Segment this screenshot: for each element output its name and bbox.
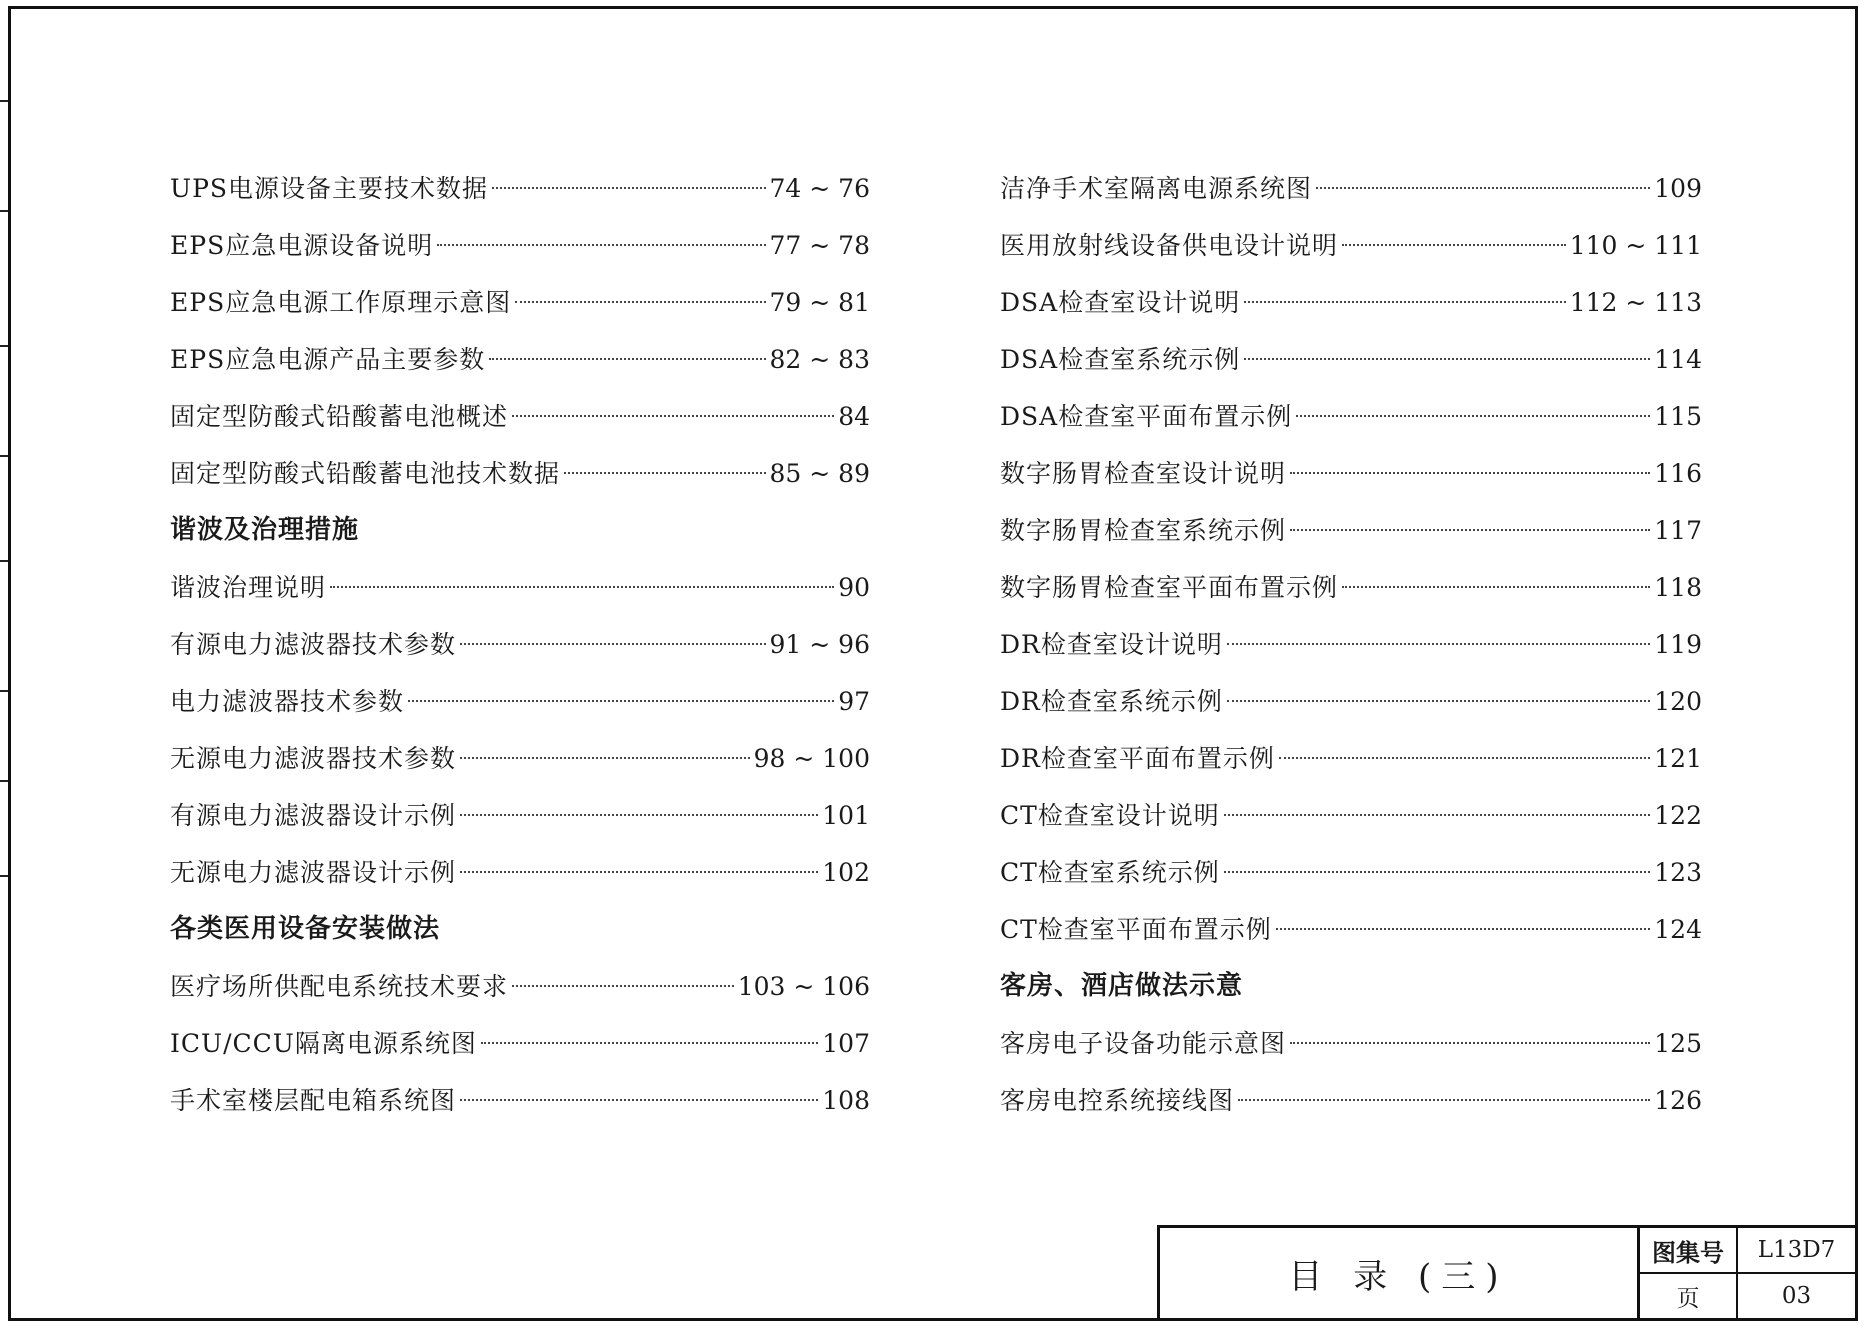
toc-entry-page: 77 ~ 78 [769, 231, 870, 260]
dot-leader [330, 586, 834, 588]
dot-leader [512, 985, 734, 987]
toc-entry-page: 115 [1654, 402, 1702, 431]
title-block [1157, 1225, 1855, 1318]
toc-entry [170, 673, 870, 730]
dot-leader [460, 814, 818, 816]
toc-entry-page: 124 [1654, 915, 1702, 944]
toc-entry-page: 97 [838, 687, 870, 716]
toc-entry-page: 118 [1654, 573, 1702, 602]
toc-section-heading: 各类医用设备安装做法 [170, 914, 441, 944]
toc-entry [1000, 616, 1702, 673]
toc-entry-page: 108 [822, 1086, 870, 1115]
toc-entry-title: DR检查室设计说明 [1000, 630, 1223, 659]
toc-entry [170, 844, 870, 901]
toc-entry-title: DR检查室系统示例 [1000, 687, 1223, 716]
toc-entry [1000, 787, 1702, 844]
toc-entry-page: 116 [1654, 459, 1702, 488]
toc-entry [1000, 331, 1702, 388]
toc-entry-page: 122 [1654, 801, 1702, 830]
atlas-number-value: L13D7 [1738, 1228, 1855, 1274]
dot-leader [460, 643, 766, 645]
toc-entry-title: DSA检查室设计说明 [1000, 288, 1241, 317]
toc-entry [1000, 1072, 1702, 1129]
dot-leader [515, 301, 765, 303]
toc-entry-title: DR检查室平面布置示例 [1000, 744, 1275, 773]
dot-leader [1290, 529, 1650, 531]
dot-leader [1224, 814, 1650, 816]
atlas-number-label: 图集号 [1640, 1228, 1738, 1274]
toc-entry [1000, 274, 1702, 331]
toc-entry-title: 谐波治理说明 [170, 573, 327, 602]
dot-leader [460, 757, 750, 759]
toc-entry-title: EPS应急电源设备说明 [170, 231, 434, 260]
dot-leader [1224, 871, 1650, 873]
toc-entry-title: 手术室楼层配电箱系统图 [170, 1086, 457, 1115]
toc-entry-page: 103 ~ 106 [737, 972, 870, 1001]
toc-entry [1000, 445, 1702, 502]
toc-entry [170, 730, 870, 787]
toc-entry-title: 洁净手术室隔离电源系统图 [1000, 174, 1313, 203]
toc-entry-title: DSA检查室平面布置示例 [1000, 402, 1293, 431]
toc-entry [1000, 388, 1702, 445]
toc-entry-page: 79 ~ 81 [769, 288, 870, 317]
toc-entry-title: 有源电力滤波器技术参数 [170, 630, 457, 659]
toc-entry-page: 85 ~ 89 [769, 459, 870, 488]
toc-entry-title: 医疗场所供配电系统技术要求 [170, 972, 509, 1001]
toc-entry-page: 110 ~ 111 [1569, 231, 1702, 260]
toc-right-column [1000, 160, 1702, 1129]
toc-entry-title: EPS应急电源产品主要参数 [170, 345, 486, 374]
toc-entry-page: 125 [1654, 1029, 1702, 1058]
toc-entry [1000, 559, 1702, 616]
dot-leader [1342, 586, 1650, 588]
toc-entry-title: 数字肠胃检查室设计说明 [1000, 459, 1287, 488]
dot-leader [460, 871, 818, 873]
toc-entry-title: UPS电源设备主要技术数据 [170, 174, 489, 203]
toc-entry [1000, 673, 1702, 730]
toc-entry-page: 123 [1654, 858, 1702, 887]
dot-leader [1238, 1099, 1650, 1101]
toc-entry-page: 112 ~ 113 [1569, 288, 1702, 317]
toc-entry-title: 有源电力滤波器设计示例 [170, 801, 457, 830]
toc-entry [170, 616, 870, 673]
toc-entry-title: CT检查室设计说明 [1000, 801, 1220, 830]
toc-entry-title: 客房电子设备功能示意图 [1000, 1029, 1287, 1058]
dot-leader [437, 244, 765, 246]
dot-leader [460, 1099, 818, 1101]
toc-entry [1000, 217, 1702, 274]
toc-entry-title: 数字肠胃检查室平面布置示例 [1000, 573, 1339, 602]
toc-section-heading: 客房、酒店做法示意 [1000, 971, 1244, 1001]
toc-entry [1000, 901, 1702, 958]
toc-entry [170, 388, 870, 445]
page-number-value: 03 [1781, 1283, 1812, 1309]
toc-entry [170, 445, 870, 502]
toc-entry-title: 无源电力滤波器设计示例 [170, 858, 457, 887]
toc-entry-page: 101 [822, 801, 870, 830]
dot-leader [564, 472, 766, 474]
toc-entry-page: 107 [822, 1029, 870, 1058]
toc-entry [1000, 502, 1702, 559]
toc-entry-title: CT检查室系统示例 [1000, 858, 1220, 887]
toc-entry-title: CT检查室平面布置示例 [1000, 915, 1272, 944]
toc-entry-title: 无源电力滤波器技术参数 [170, 744, 457, 773]
toc-entry-title: EPS应急电源工作原理示意图 [170, 288, 512, 317]
dot-leader [1290, 472, 1650, 474]
dot-leader [512, 415, 834, 417]
toc-entry-page: 109 [1654, 174, 1702, 203]
dot-leader [1244, 358, 1650, 360]
toc-entry-page: 102 [822, 858, 870, 887]
toc-entry-page: 121 [1654, 744, 1702, 773]
toc-entry-page: 82 ~ 83 [769, 345, 870, 374]
dot-leader [1342, 244, 1566, 246]
toc-left-column [170, 160, 870, 1129]
toc-entry-title: 固定型防酸式铅酸蓄电池技术数据 [170, 459, 561, 488]
dot-leader [408, 700, 834, 702]
toc-entry [170, 217, 870, 274]
toc-entry-page: 114 [1654, 345, 1702, 374]
toc-entry [1000, 1015, 1702, 1072]
toc-entry-title: 客房电控系统接线图 [1000, 1086, 1235, 1115]
toc-entry-title: 医用放射线设备供电设计说明 [1000, 231, 1339, 260]
toc-entry-page: 126 [1654, 1086, 1702, 1115]
dot-leader [1279, 757, 1650, 759]
toc-entry-title: 数字肠胃检查室系统示例 [1000, 516, 1287, 545]
toc-entry-page: 74 ~ 76 [769, 174, 870, 203]
toc-entry-page: 84 [838, 402, 870, 431]
toc-entry [170, 160, 870, 217]
toc-entry-page: 119 [1654, 630, 1702, 659]
page-label: 页 [1640, 1274, 1738, 1318]
toc-entry [170, 1072, 870, 1129]
title-block-title: 目 录 (三) [1160, 1228, 1640, 1318]
dot-leader [489, 358, 765, 360]
dot-leader [481, 1042, 818, 1044]
toc-entry-page: 117 [1654, 516, 1702, 545]
dot-leader [1276, 928, 1650, 930]
toc-entry [1000, 160, 1702, 217]
dot-leader [1296, 415, 1650, 417]
toc-entry-title: 固定型防酸式铅酸蓄电池概述 [170, 402, 509, 431]
toc-section-heading: 谐波及治理措施 [170, 515, 360, 545]
dot-leader [492, 187, 766, 189]
toc-entry [170, 559, 870, 616]
toc-entry [1000, 844, 1702, 901]
toc-entry [170, 331, 870, 388]
dot-leader [1290, 1042, 1650, 1044]
toc-entry [170, 958, 870, 1015]
dot-leader [1244, 301, 1565, 303]
toc-entry [170, 274, 870, 331]
toc-entry-title: DSA检查室系统示例 [1000, 345, 1241, 374]
dot-leader [1227, 700, 1650, 702]
toc-entry [170, 787, 870, 844]
toc-entry-page: 90 [838, 573, 870, 602]
toc-entry-title: 电力滤波器技术参数 [170, 687, 405, 716]
toc-entry [1000, 730, 1702, 787]
toc-entry-page: 91 ~ 96 [769, 630, 870, 659]
dot-leader [1227, 643, 1650, 645]
dot-leader [1316, 187, 1650, 189]
toc-entry-title: ICU/CCU隔离电源系统图 [170, 1029, 477, 1058]
toc-entry-page: 120 [1654, 687, 1702, 716]
toc-entry-page: 98 ~ 100 [753, 744, 870, 773]
toc-entry [170, 1015, 870, 1072]
